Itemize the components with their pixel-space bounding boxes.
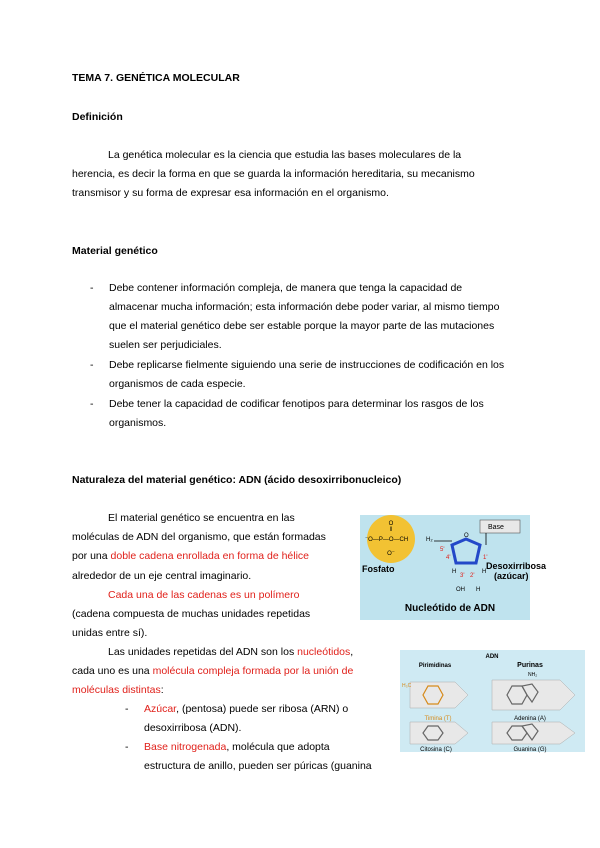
bullet-line: que el material genético debe ser estable porque la mayor parte de las mutaciones (109, 320, 495, 332)
svg-text:⁻O—P—O—CH: ⁻O—P—O—CH (365, 537, 409, 543)
svg-text:OH: OH (456, 587, 465, 593)
svg-text:3': 3' (460, 573, 465, 579)
svg-text:2': 2' (470, 573, 475, 579)
highlight-text: molécula compleja formada por la unión de (152, 665, 354, 677)
nucleotide-figure (360, 515, 547, 620)
paragraph-line: (cadena compuesta de muchas unidades repetidas (72, 608, 311, 620)
cytosine-label: Citosina (C) (420, 747, 452, 753)
section-heading-definicion: Definición (72, 111, 123, 123)
paragraph-line: por una doble cadena enrollada en forma de hélice (72, 550, 310, 562)
bullet-dash: - (90, 359, 94, 371)
paragraph-line: Las unidades repetidas del ADN son los nucleótidos, (108, 646, 354, 658)
highlight-text: moléculas distintas (72, 684, 161, 696)
paragraph-line: moléculas distintas: (72, 684, 164, 696)
bullet-dash: - (90, 398, 94, 410)
bullet-line: suelen ser perjudiciales. (109, 339, 222, 351)
bullet-line: Debe contener información compleja, de manera que tenga la capacidad de (109, 282, 463, 294)
svg-text:H₂: H₂ (426, 537, 433, 543)
bullet-line: almacenar mucha información; esta información debe poder variar, al mismo tiempo (109, 301, 500, 313)
page-title: TEMA 7. GENÉTICA MOLECULAR (72, 72, 240, 84)
figure-caption: Nucleótido de ADN (404, 603, 496, 614)
paragraph-line: cada uno es una molécula compleja formada por la unión de (72, 665, 354, 677)
bullet-dash: - (90, 282, 94, 294)
paragraph-line: moléculas de ADN del organismo, que están formadas (72, 531, 326, 543)
svg-text:‖: ‖ (389, 527, 393, 533)
svg-text:H: H (482, 569, 487, 575)
svg-text:H: H (452, 569, 457, 575)
bullet-line: desoxirribosa (ADN). (144, 722, 242, 734)
bullet-dash: - (125, 703, 129, 715)
highlight-text: doble cadena enrollada en forma de hélice (110, 550, 310, 562)
highlight-text: Azúcar (144, 703, 177, 715)
highlight-text: Cada una de las cadenas es un polímero (108, 589, 300, 601)
paragraph-line: unidas entre sí). (72, 627, 148, 639)
section-heading-material: Material genético (72, 245, 158, 257)
adenine-shape (492, 680, 575, 710)
bases-figure (400, 650, 585, 752)
svg-text:O: O (388, 521, 394, 527)
sugar-sublabel: (azúcar) (494, 571, 529, 581)
highlight-text: Base nitrogenada (144, 741, 227, 753)
purines-label: Purinas (517, 662, 543, 669)
guanine-label: Guanina (G) (513, 747, 547, 753)
paragraph-line: transmisor y su forma de expresar esa información en el organismo. (72, 187, 389, 199)
bullet-line: Debe replicarse fielmente siguiendo una serie de instrucciones de codificación en los (109, 359, 505, 371)
bullet-line: estructura de anillo, pueden ser púricas (guanina (144, 760, 372, 772)
paragraph-line: La genética molecular es la ciencia que estudia las bases moleculares de la (108, 149, 462, 161)
svg-text:4': 4' (446, 555, 451, 561)
bullet-line: Base nitrogenada, molécula que adopta (144, 741, 330, 753)
pyrimidines-label: Pirimidinas (418, 663, 452, 669)
svg-text:1': 1' (483, 555, 488, 561)
svg-text:NH₂: NH₂ (528, 672, 538, 678)
adn-label: ADN (485, 654, 499, 660)
bullet-line: Debe tener la capacidad de codificar fenotipos para determinar los rasgos de los (109, 398, 484, 410)
section-heading-naturaleza: Naturaleza del material genético: ADN (ácido desoxirribonucleico) (72, 474, 402, 486)
phosphate-label: Fosfato (362, 564, 395, 574)
bullet-line: organismos de cada especie. (109, 378, 246, 390)
svg-text:H₃C: H₃C (402, 683, 412, 689)
svg-text:H: H (476, 587, 481, 593)
bullet-line: Azúcar, (pentosa) puede ser ribosa (ARN) o (144, 703, 349, 715)
bullet-dash: - (125, 741, 129, 753)
thymine-label: Timina (T) (424, 716, 452, 722)
sugar-label: Desoxirribosa (486, 561, 547, 571)
bullet-line: organismos. (109, 417, 167, 429)
paragraph-line: herencia, es decir la forma en que se guarda la información hereditaria, su mecanismo (72, 168, 475, 180)
highlight-text: nucleótidos (297, 646, 351, 658)
svg-text:O⁻: O⁻ (387, 551, 395, 557)
base-label: Base (488, 524, 504, 531)
adenine-label: Adenina (A) (514, 716, 546, 722)
svg-text:O: O (464, 533, 469, 539)
svg-text:5': 5' (440, 547, 445, 553)
paragraph-line: El material genético se encuentra en las (108, 512, 295, 524)
paragraph-line: alrededor de un eje central imaginario. (72, 570, 252, 582)
